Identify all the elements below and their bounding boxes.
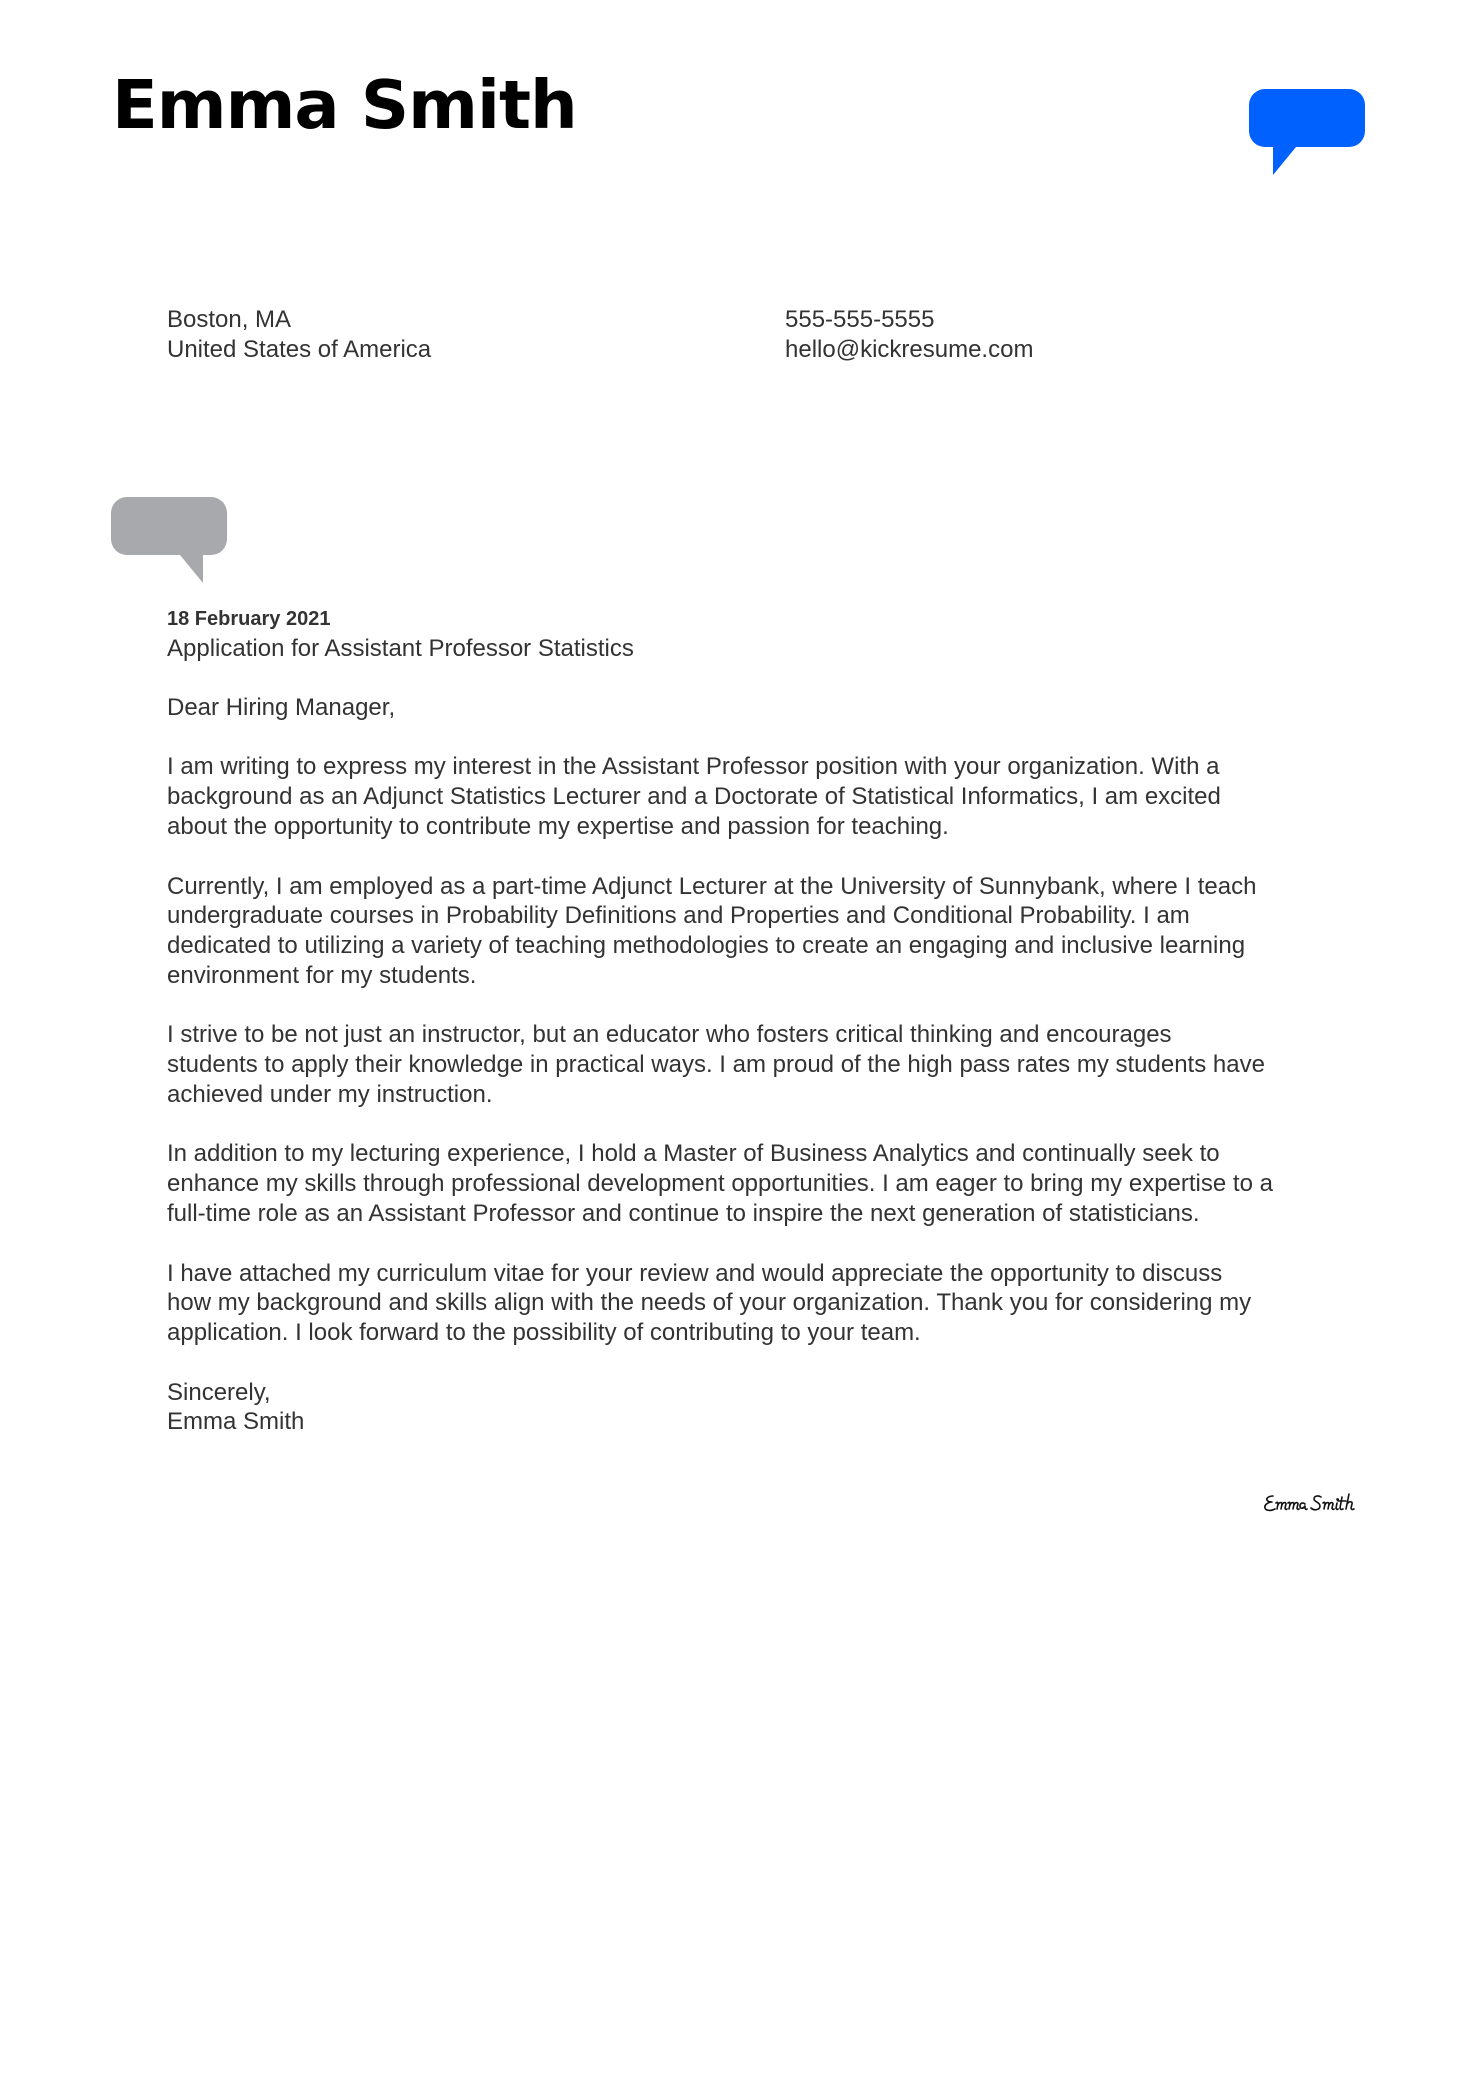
paragraph-line: dedicated to utilizing a variety of teaching methodologies to create an engaging and inclusive learning bbox=[167, 931, 1246, 959]
salutation: Dear Hiring Manager, bbox=[167, 693, 396, 721]
address-country: United States of America bbox=[167, 336, 432, 363]
paragraph-line: enhance my skills through professional development opportunities. I am eager to bring my expertise to a bbox=[167, 1170, 1273, 1198]
paragraph-line: background as an Adjunct Statistics Lecturer and a Doctorate of Statistical Informatics, I am excited bbox=[167, 783, 1221, 811]
paragraph-line: achieved under my instruction. bbox=[167, 1080, 493, 1108]
speech-bubble-icon bbox=[1249, 89, 1365, 175]
paragraph-line: how my background and skills align with the needs of your organization. Thank you for considering my bbox=[167, 1289, 1252, 1317]
paragraph-3 bbox=[167, 1020, 1367, 1109]
paragraph-line: I have attached my curriculum vitae for your review and would appreciate the opportunity to discuss bbox=[167, 1259, 1223, 1287]
paragraph-line: undergraduate courses in Probability Definitions and Properties and Conditional Probability. I am bbox=[167, 902, 1190, 930]
address-city: Boston, MA bbox=[167, 306, 292, 333]
closing-phrase: Sincerely, bbox=[167, 1378, 271, 1406]
letter-subject: Application for Assistant Professor Statistics bbox=[167, 635, 634, 662]
paragraph-line: Currently, I am employed as a part-time Adjunct Lecturer at the University of Sunnybank, where I teach bbox=[167, 872, 1257, 900]
email-address: hello@kickresume.com bbox=[785, 336, 1034, 363]
paragraph-4 bbox=[167, 1139, 1367, 1228]
address-block bbox=[167, 305, 431, 365]
paragraph-line: environment for my students. bbox=[167, 961, 477, 989]
paragraph-line: full-time role as an Assistant Professor and continue to inspire the next generation of statisticians. bbox=[167, 1199, 1200, 1227]
applicant-name: Emma Smith bbox=[112, 66, 577, 144]
phone-number: 555-555-5555 bbox=[785, 306, 935, 333]
closing-block bbox=[167, 1378, 1367, 1437]
speech-bubble-icon-shape bbox=[111, 497, 227, 583]
paragraph-line: application. I look forward to the possibility of contributing to your team. bbox=[167, 1318, 921, 1346]
handwritten-signature bbox=[1261, 1488, 1371, 1522]
paragraph-line: I strive to be not just an instructor, but an educator who fosters critical thinking and encourages bbox=[167, 1021, 1172, 1049]
speech-bubble-icon bbox=[111, 497, 227, 583]
paragraph-line: In addition to my lecturing experience, I hold a Master of Business Analytics and continually seek to bbox=[167, 1140, 1220, 1168]
paragraph-line: I am writing to express my interest in the Assistant Professor position with your organization. With a bbox=[167, 753, 1220, 781]
paragraph-1 bbox=[167, 752, 1367, 841]
contact-block bbox=[785, 305, 1033, 365]
paragraph-line: about the opportunity to contribute my expertise and passion for teaching. bbox=[167, 812, 949, 840]
letter-date: 18 February 2021 bbox=[167, 608, 331, 630]
closing-name: Emma Smith bbox=[167, 1408, 305, 1436]
paragraph-line: students to apply their knowledge in practical ways. I am proud of the high pass rates my students have bbox=[167, 1051, 1265, 1079]
letter-body bbox=[167, 604, 1367, 1437]
speech-bubble-icon-shape bbox=[1249, 89, 1365, 175]
paragraph-2 bbox=[167, 872, 1367, 991]
paragraph-5 bbox=[167, 1259, 1367, 1348]
